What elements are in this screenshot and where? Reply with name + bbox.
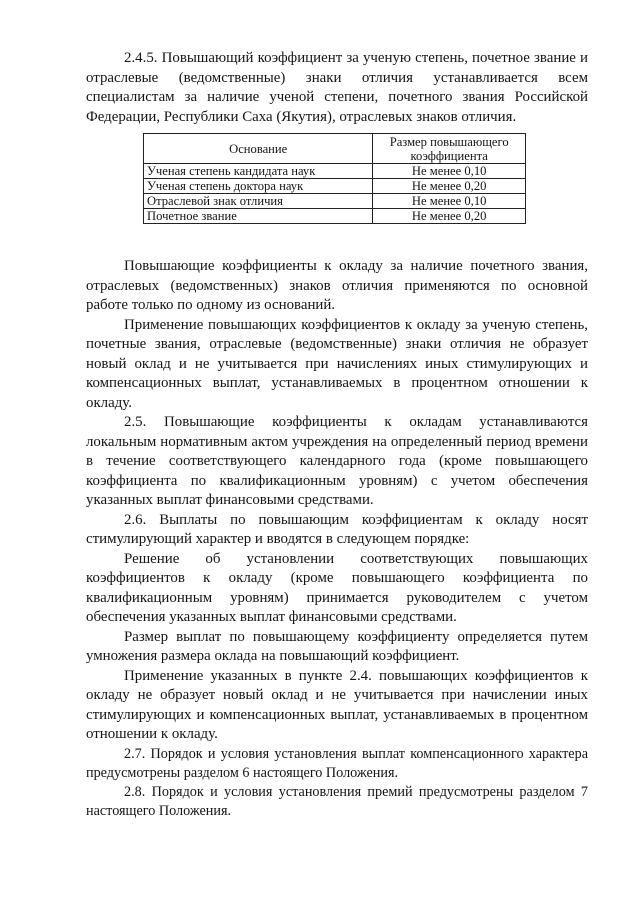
table-row xyxy=(144,194,526,209)
paragraph-2-8: 2.8. Порядок и условия установления премий предусмотрены разделом 7 настоящего Положения. xyxy=(86,783,588,819)
document-body xyxy=(86,49,588,821)
coefficient-table xyxy=(143,133,526,224)
paragraph-rule-honorary: Повышающие коэффициенты к окладу за наличие почетного звания, отраслевых (ведомственных) знаков отличия применяются по основной работе только по одному из оснований. xyxy=(86,258,588,313)
paragraph-rule-application: Применение повышающих коэффициентов к окладу за ученую степень, почетные звания, отраслевые (ведомственные) знаки отличия не образует новый оклад и не учитывается при начислениях иных стимулирующих и компенсационных выплат, устанавливаемых в процентном отношении к окладу. xyxy=(86,316,588,411)
paragraph-2-5: 2.5. Повышающие коэффициенты к окладам устанавливаются локальным нормативным актом учреждения на определенный период времени в течение соответствующего календарного года (кроме повышающего коэффициента по квалификационным уровням) с учетом обеспечения указанных выплат финансовыми средствами. xyxy=(86,414,588,508)
table-cell-value: Не менее 0,10 xyxy=(373,164,526,179)
table-row xyxy=(144,179,526,194)
table-header-coefficient: Размер повышающего коэффициента xyxy=(373,134,526,164)
table-cell-basis: Отраслевой знак отличия xyxy=(144,194,373,209)
table-header-basis: Основание xyxy=(144,134,373,164)
table-cell-value: Не менее 0,20 xyxy=(373,179,526,194)
table-cell-basis: Почетное звание xyxy=(144,209,373,224)
table-row xyxy=(144,164,526,179)
table-cell-basis: Ученая степень доктора наук xyxy=(144,179,373,194)
paragraph-2-6-decision: Решение об установлении соответствующих повышающих коэффициентов к окладу (кроме повышающего коэффициента по квалификационным уровням) принимается руководителем с учетом обеспечения указанных выплат финансовыми средствами. xyxy=(86,550,588,625)
table-row xyxy=(144,209,526,224)
paragraph-2-4-5: 2.4.5. Повышающий коэффициент за ученую степень, почетное звание и отраслевые (ведомственные) знаки отличия устанавливается всем специалистам за наличие ученой степени, почетного звания Российской Федерации, Республики Саха (Якутия), отраслевых знаков отличия. xyxy=(86,50,588,125)
table-cell-value: Не менее 0,20 xyxy=(373,209,526,224)
table-header-row xyxy=(144,134,526,164)
paragraph-2-6: 2.6. Выплаты по повышающим коэффициентам к окладу носят стимулирующий характер и вводятся в следующем порядке: xyxy=(86,511,588,547)
table-cell-basis: Ученая степень кандидата наук xyxy=(144,164,373,179)
table-cell-value: Не менее 0,10 xyxy=(373,194,526,209)
paragraph-2-7: 2.7. Порядок и условия установления выплат компенсационного характера предусмотрены разделом 6 настоящего Положения. xyxy=(86,745,588,781)
paragraph-2-6-amount: Размер выплат по повышающему коэффициенту определяется путем умножения размера оклада на повышающий коэффициент. xyxy=(86,628,588,664)
paragraph-2-6-application: Применение указанных в пункте 2.4. повышающих коэффициентов к окладу не образует новый оклад и не учитывается при начислении иных стимулирующих и компенсационных выплат, устанавливаемых в процентном отношении к окладу. xyxy=(86,667,588,742)
